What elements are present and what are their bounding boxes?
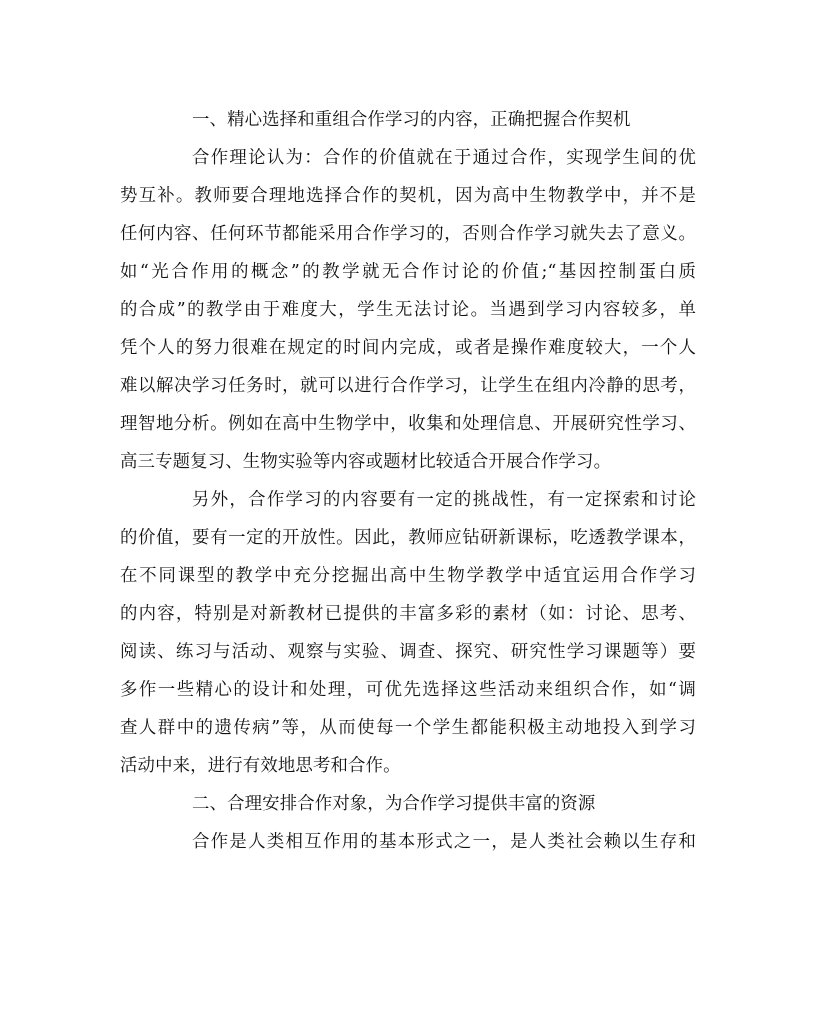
paragraph-line: 势互补。教师要合理地选择合作的契机，因为高中生物教学中，并不是 bbox=[120, 186, 696, 206]
paragraph-line: 的内容，特别是对新教材已提供的丰富多彩的素材（如：讨论、思考、 bbox=[120, 604, 696, 624]
section-heading-1: 一、精心选择和重组合作学习的内容，正确把握合作契机 bbox=[192, 110, 631, 130]
paragraph-line: 在不同课型的教学中充分挖掘出高中生物学教学中适宜运用合作学习 bbox=[120, 566, 696, 586]
paragraph-line: 合作理论认为：合作的价值就在于通过合作，实现学生间的优 bbox=[192, 148, 696, 168]
paragraph-line: 另外，合作学习的内容要有一定的挑战性，有一定探索和讨论 bbox=[192, 490, 696, 510]
body-text bbox=[120, 101, 696, 861]
paragraph-line: 难以解决学习任务时，就可以进行合作学习，让学生在组内冷静的思考， bbox=[120, 376, 696, 396]
paragraph-line: 理智地分析。例如在高中生物学中，收集和处理信息、开展研究性学习、 bbox=[120, 414, 696, 434]
paragraph-line: 阅读、练习与活动、观察与实验、调查、探究、研究性学习课题等）要 bbox=[120, 642, 696, 662]
paragraph-line: 如“光合作用的概念”的教学就无合作讨论的价值;“基因控制蛋白质 bbox=[120, 262, 696, 282]
paragraph-line: 的合成”的教学由于难度大，学生无法讨论。当遇到学习内容较多，单 bbox=[120, 300, 696, 320]
paragraph-line: 合作是人类相互作用的基本形式之一，是人类社会赖以生存和 bbox=[192, 832, 696, 852]
paragraph-line: 的价值，要有一定的开放性。因此，教师应钻研新课标，吃透教学课本， bbox=[120, 528, 696, 548]
paragraph-line: 凭个人的努力很难在规定的时间内完成，或者是操作难度较大，一个人 bbox=[120, 338, 696, 358]
paragraph-line: 多作一些精心的设计和处理，可优先选择这些活动来组织合作，如“调 bbox=[120, 680, 696, 700]
section-heading-2: 二、合理安排合作对象，为合作学习提供丰富的资源 bbox=[192, 794, 596, 814]
paragraph-line: 活动中来，进行有效地思考和合作。 bbox=[120, 756, 401, 776]
paragraph-line: 任何内容、任何环节都能采用合作学习的，否则合作学习就失去了意义。 bbox=[120, 224, 696, 244]
paragraph-line: 查人群中的遗传病”等，从而使每一个学生都能积极主动地投入到学习 bbox=[120, 718, 696, 738]
paragraph-line: 高三专题复习、生物实验等内容或题材比较适合开展合作学习。 bbox=[120, 452, 612, 472]
